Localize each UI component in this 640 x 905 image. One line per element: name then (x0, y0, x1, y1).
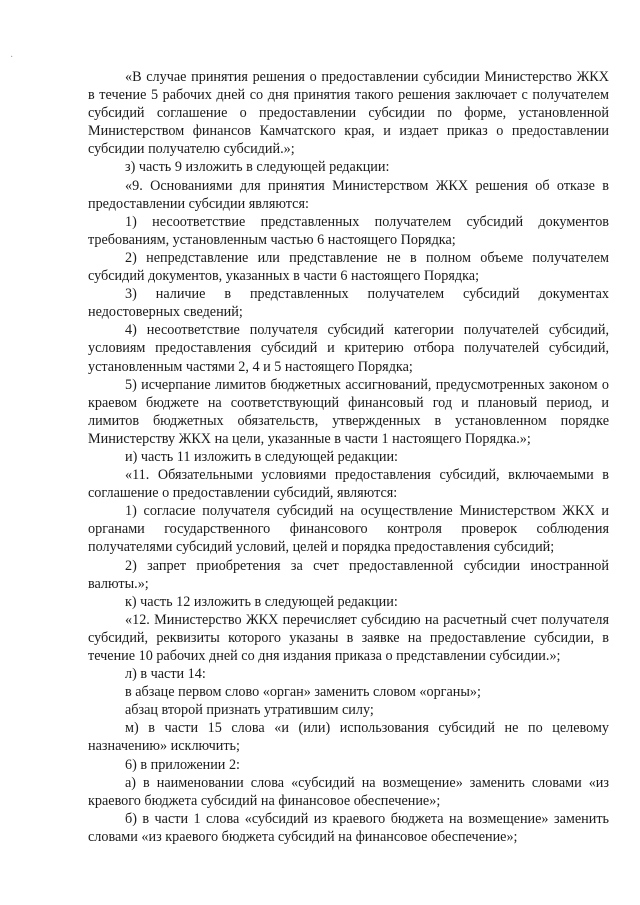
paragraph: 3) наличие в представленных получателем субсидий документах недостоверных сведений; (88, 286, 609, 321)
paragraph: 4) несоответствие получателя субсидий категории получателей субсидий, условиям предоставления субсидий и критерию отбора получателей субсидий, установленным частями 2, 4 и 5 настоящего Порядка; (88, 322, 609, 375)
paragraph: 5) исчерпание лимитов бюджетных ассигнований, предусмотренных законом о краевом бюджете на соответствующий финансовый год и плановый период, и лимитов бюджетных обязательств, утвержденных в установленном порядке Министерству ЖКХ на цели, указанные в части 1 настоящего Порядка.»; (88, 376, 609, 447)
paragraph: 1) согласие получателя субсидий на осуществление Министерством ЖКХ и органами государственного финансового контроля проверок соблюдения получателями субсидий условий, целей и порядка предоставления субсидий; (88, 503, 609, 556)
paragraph: «В случае принятия решения о предоставлении субсидии Министерство ЖКХ в течение 5 рабочих дней со дня принятия такого решения заключает с получателем субсидий соглашение о предоставлении субсидии по форме, установленной Министерством финансов Камчатского края, и издает приказ о предоставлении субсидии получателю субсидий.»; (88, 69, 609, 158)
paragraph: 2) непредставление или представление не в полном объеме получателем субсидий документов, указанных в части 6 настоящего Порядка; (88, 249, 609, 285)
paragraph: «9. Основаниями для принятия Министерством ЖКХ решения об отказе в предоставлении субсидии являются: (88, 177, 609, 212)
paragraph: «12. Министерство ЖКХ перечисляет субсидию на расчетный счет получателя субсидий, реквизиты которого указаны в заявке на предоставление субсидии, в течение 10 рабочих дней со дня издания приказа о представлении субсидии.»; (88, 611, 609, 664)
paragraph: 1) несоответствие представленных получателем субсидий документов требованиям, установленным частью 6 настоящего Порядка; (88, 213, 609, 248)
paragraph: в абзаце первом слово «орган» заменить словом «органы»; (125, 684, 481, 701)
paragraph: а) в наименовании слова «субсидий на возмещение» заменить словами «из краевого бюджета субсидий на финансовое обеспечение»; (88, 774, 609, 809)
margin-mark: · (10, 52, 14, 63)
paragraph: з) часть 9 изложить в следующей редакции: (125, 159, 390, 176)
paragraph: л) в части 14: (125, 666, 206, 683)
paragraph: 6) в приложении 2: (125, 756, 240, 773)
paragraph: абзац второй признать утратившим силу; (125, 702, 374, 719)
paragraph: к) часть 12 изложить в следующей редакции: (125, 593, 398, 610)
document-body (88, 68, 609, 846)
paragraph: 2) запрет приобретения за счет предоставленной субсидии иностранной валюты.»; (88, 557, 609, 592)
paragraph: и) часть 11 изложить в следующей редакции: (125, 448, 398, 465)
paragraph: «11. Обязательными условиями предоставления субсидий, включаемыми в соглашение о предоставлении субсидий, являются: (88, 467, 609, 502)
paragraph: м) в части 15 слова «и (или) использования субсидий не по целевому назначению» исключить; (88, 720, 609, 755)
paragraph: б) в части 1 слова «субсидий из краевого бюджета на возмещение» заменить словами «из краевого бюджета субсидий на финансовое обеспечение»; (88, 810, 609, 845)
